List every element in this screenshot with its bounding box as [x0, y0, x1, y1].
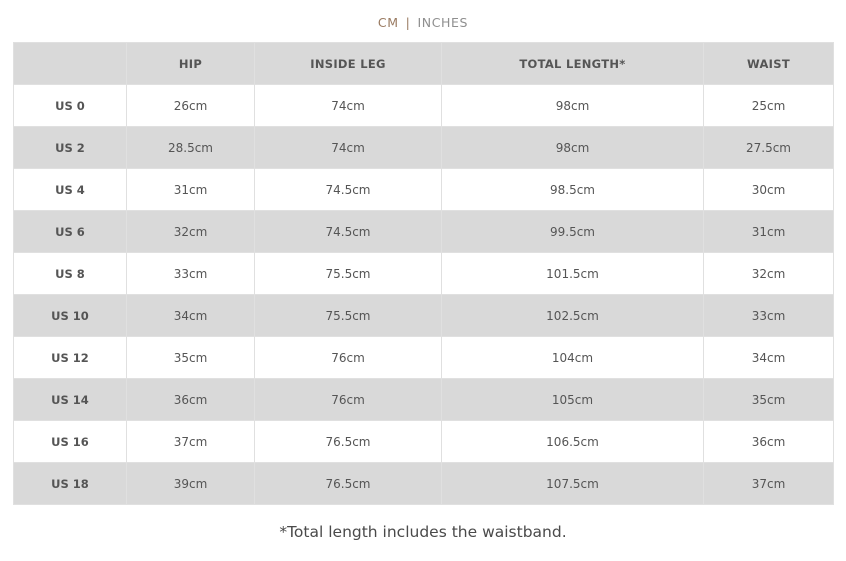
- size-cell: US 0: [14, 85, 127, 127]
- unit-separator: |: [405, 15, 411, 30]
- table-row: [14, 463, 834, 505]
- table-row: [14, 169, 834, 211]
- waist-cell: 32cm: [704, 253, 834, 295]
- waist-cell: 35cm: [704, 379, 834, 421]
- inside-leg-cell: 75.5cm: [255, 295, 442, 337]
- header-inside-leg: INSIDE LEG: [255, 43, 442, 85]
- size-cell: US 6: [14, 211, 127, 253]
- size-cell: US 10: [14, 295, 127, 337]
- hip-cell: 36cm: [127, 379, 255, 421]
- waist-cell: 37cm: [704, 463, 834, 505]
- total-length-cell: 102.5cm: [442, 295, 704, 337]
- inside-leg-cell: 76.5cm: [255, 463, 442, 505]
- inside-leg-cell: 76cm: [255, 337, 442, 379]
- unit-toggle: [0, 14, 846, 32]
- hip-cell: 26cm: [127, 85, 255, 127]
- size-cell: US 4: [14, 169, 127, 211]
- table-row: [14, 253, 834, 295]
- waist-cell: 30cm: [704, 169, 834, 211]
- total-length-cell: 98cm: [442, 127, 704, 169]
- hip-cell: 34cm: [127, 295, 255, 337]
- waist-cell: 36cm: [704, 421, 834, 463]
- size-cell: US 12: [14, 337, 127, 379]
- header-waist: WAIST: [704, 43, 834, 85]
- total-length-cell: 98.5cm: [442, 169, 704, 211]
- size-cell: US 18: [14, 463, 127, 505]
- waist-cell: 27.5cm: [704, 127, 834, 169]
- footnote: *Total length includes the waistband.: [279, 523, 567, 541]
- inside-leg-cell: 76.5cm: [255, 421, 442, 463]
- cm-unit-button[interactable]: CM: [377, 15, 399, 30]
- header-total-length: TOTAL LENGTH*: [442, 43, 704, 85]
- inside-leg-cell: 75.5cm: [255, 253, 442, 295]
- inside-leg-cell: 74cm: [255, 85, 442, 127]
- header-hip: HIP: [127, 43, 255, 85]
- waist-cell: 25cm: [704, 85, 834, 127]
- hip-cell: 32cm: [127, 211, 255, 253]
- table-header-row: [14, 43, 834, 85]
- header-size: [14, 43, 127, 85]
- total-length-cell: 105cm: [442, 379, 704, 421]
- total-length-cell: 99.5cm: [442, 211, 704, 253]
- total-length-cell: 98cm: [442, 85, 704, 127]
- size-chart-table: [13, 42, 834, 505]
- hip-cell: 35cm: [127, 337, 255, 379]
- table-body: [14, 85, 834, 505]
- hip-cell: 31cm: [127, 169, 255, 211]
- hip-cell: 37cm: [127, 421, 255, 463]
- inside-leg-cell: 74.5cm: [255, 211, 442, 253]
- total-length-cell: 101.5cm: [442, 253, 704, 295]
- total-length-cell: 106.5cm: [442, 421, 704, 463]
- waist-cell: 34cm: [704, 337, 834, 379]
- hip-cell: 33cm: [127, 253, 255, 295]
- table-row: [14, 127, 834, 169]
- hip-cell: 28.5cm: [127, 127, 255, 169]
- hip-cell: 39cm: [127, 463, 255, 505]
- table-row: [14, 337, 834, 379]
- table-row: [14, 85, 834, 127]
- inches-unit-button[interactable]: INCHES: [417, 15, 469, 30]
- inside-leg-cell: 74.5cm: [255, 169, 442, 211]
- waist-cell: 33cm: [704, 295, 834, 337]
- table-row: [14, 421, 834, 463]
- inside-leg-cell: 76cm: [255, 379, 442, 421]
- table-row: [14, 295, 834, 337]
- size-cell: US 8: [14, 253, 127, 295]
- size-cell: US 16: [14, 421, 127, 463]
- total-length-cell: 104cm: [442, 337, 704, 379]
- table-row: [14, 379, 834, 421]
- table-row: [14, 211, 834, 253]
- total-length-cell: 107.5cm: [442, 463, 704, 505]
- size-cell: US 2: [14, 127, 127, 169]
- inside-leg-cell: 74cm: [255, 127, 442, 169]
- size-cell: US 14: [14, 379, 127, 421]
- waist-cell: 31cm: [704, 211, 834, 253]
